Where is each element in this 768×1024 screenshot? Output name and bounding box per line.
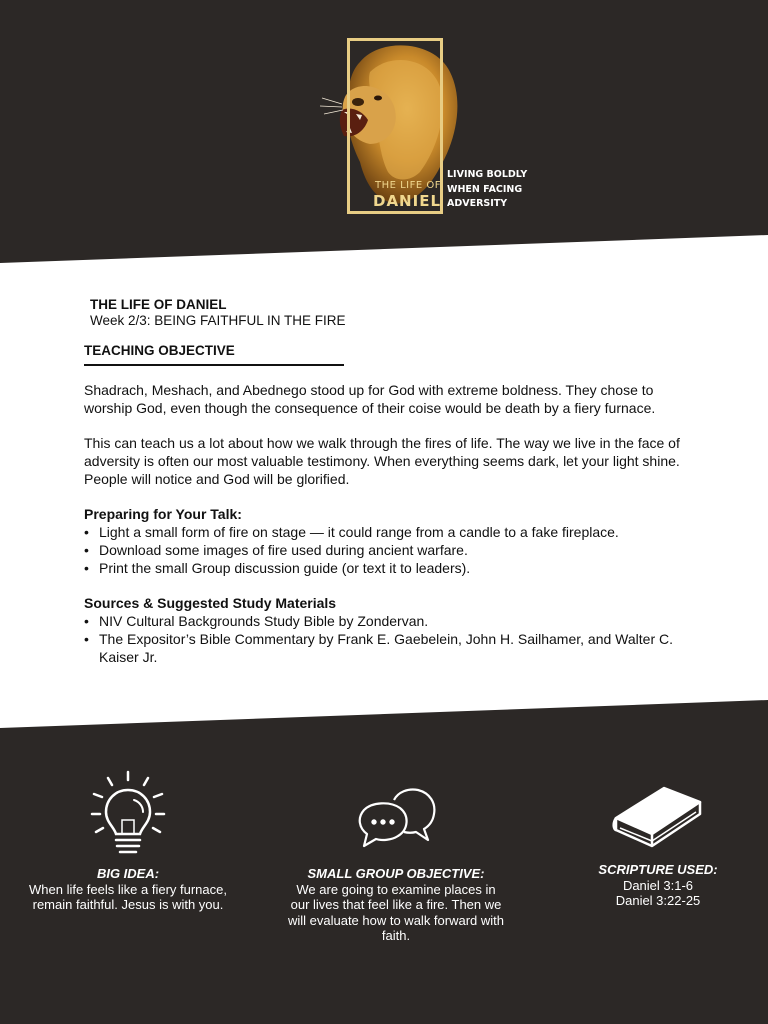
logo-tagline [447, 168, 547, 212]
small-group-column [286, 788, 506, 944]
lesson-content [84, 297, 684, 666]
preparing-heading: Preparing for Your Talk: [84, 506, 242, 522]
scripture-ref: Daniel 3:22-25 [615, 893, 701, 908]
sources-list [84, 612, 684, 666]
small-group-text: We are going to examine places in our lives that feel like a fire. Then we will evaluate how to walk forward with faith. [287, 881, 505, 943]
small-group-title: SMALL GROUP OBJECTIVE: [307, 866, 485, 881]
scripture-title: SCRIPTURE USED: [598, 862, 718, 877]
teaching-objective-heading: TEACHING OBJECTIVE [84, 343, 344, 366]
series-logo [320, 32, 540, 222]
big-idea-text: When life feels like a fiery furnace, remain faithful. Jesus is with you. [29, 881, 227, 912]
list-item: • Download some images of fire used during ancient warfare. [84, 541, 684, 559]
big-idea-column [20, 770, 236, 913]
objective-paragraph: Shadrach, Meshach, and Abednego stood up for God with extreme boldness. They chose to worship God, even though the consequence of their coise would be death by a fiery furnace. [84, 382, 656, 416]
sources-heading: Sources & Suggested Study Materials [84, 595, 337, 611]
lightbulb-icon [88, 770, 168, 858]
series-heading: THE LIFE OF DANIEL [90, 297, 227, 312]
list-item: • The Expositor’s Bible Commentary by Frank E. Gaebelein, John H. Sailhamer, and Walter C. Kaiser Jr. [84, 630, 684, 666]
scripture-column [558, 784, 758, 909]
week-line: Week 2/3: BEING FAITHFUL IN THE FIRE [90, 313, 346, 328]
tagline-line: ADVERSITY [447, 198, 508, 209]
list-item: • NIV Cultural Backgrounds Study Bible by Zondervan. [84, 612, 684, 630]
book-icon [612, 784, 704, 854]
speech-bubbles-icon [356, 788, 436, 858]
tagline-line: WHEN FACING [447, 183, 523, 195]
list-item: • Light a small form of fire on stage — it could range from a candle to a fake fireplace. [84, 523, 684, 541]
preparing-list [84, 523, 684, 577]
objective-paragraph: This can teach us a lot about how we walk through the fires of life. The way we live in the face of adversity is often our most valuable testimony. When everything seems dark, let your light shine. People will notice and God will be glorified. [84, 435, 680, 487]
tagline-line: LIVING BOLDLY [447, 169, 528, 180]
logo-series-small: THE LIFE OF [374, 180, 442, 191]
scripture-ref: Daniel 3:1-6 [622, 877, 694, 893]
list-item: • Print the small Group discussion guide (or text it to leaders). [84, 559, 684, 577]
big-idea-title: BIG IDEA: [96, 866, 160, 881]
logo-series-big: DANIEL [373, 192, 441, 210]
